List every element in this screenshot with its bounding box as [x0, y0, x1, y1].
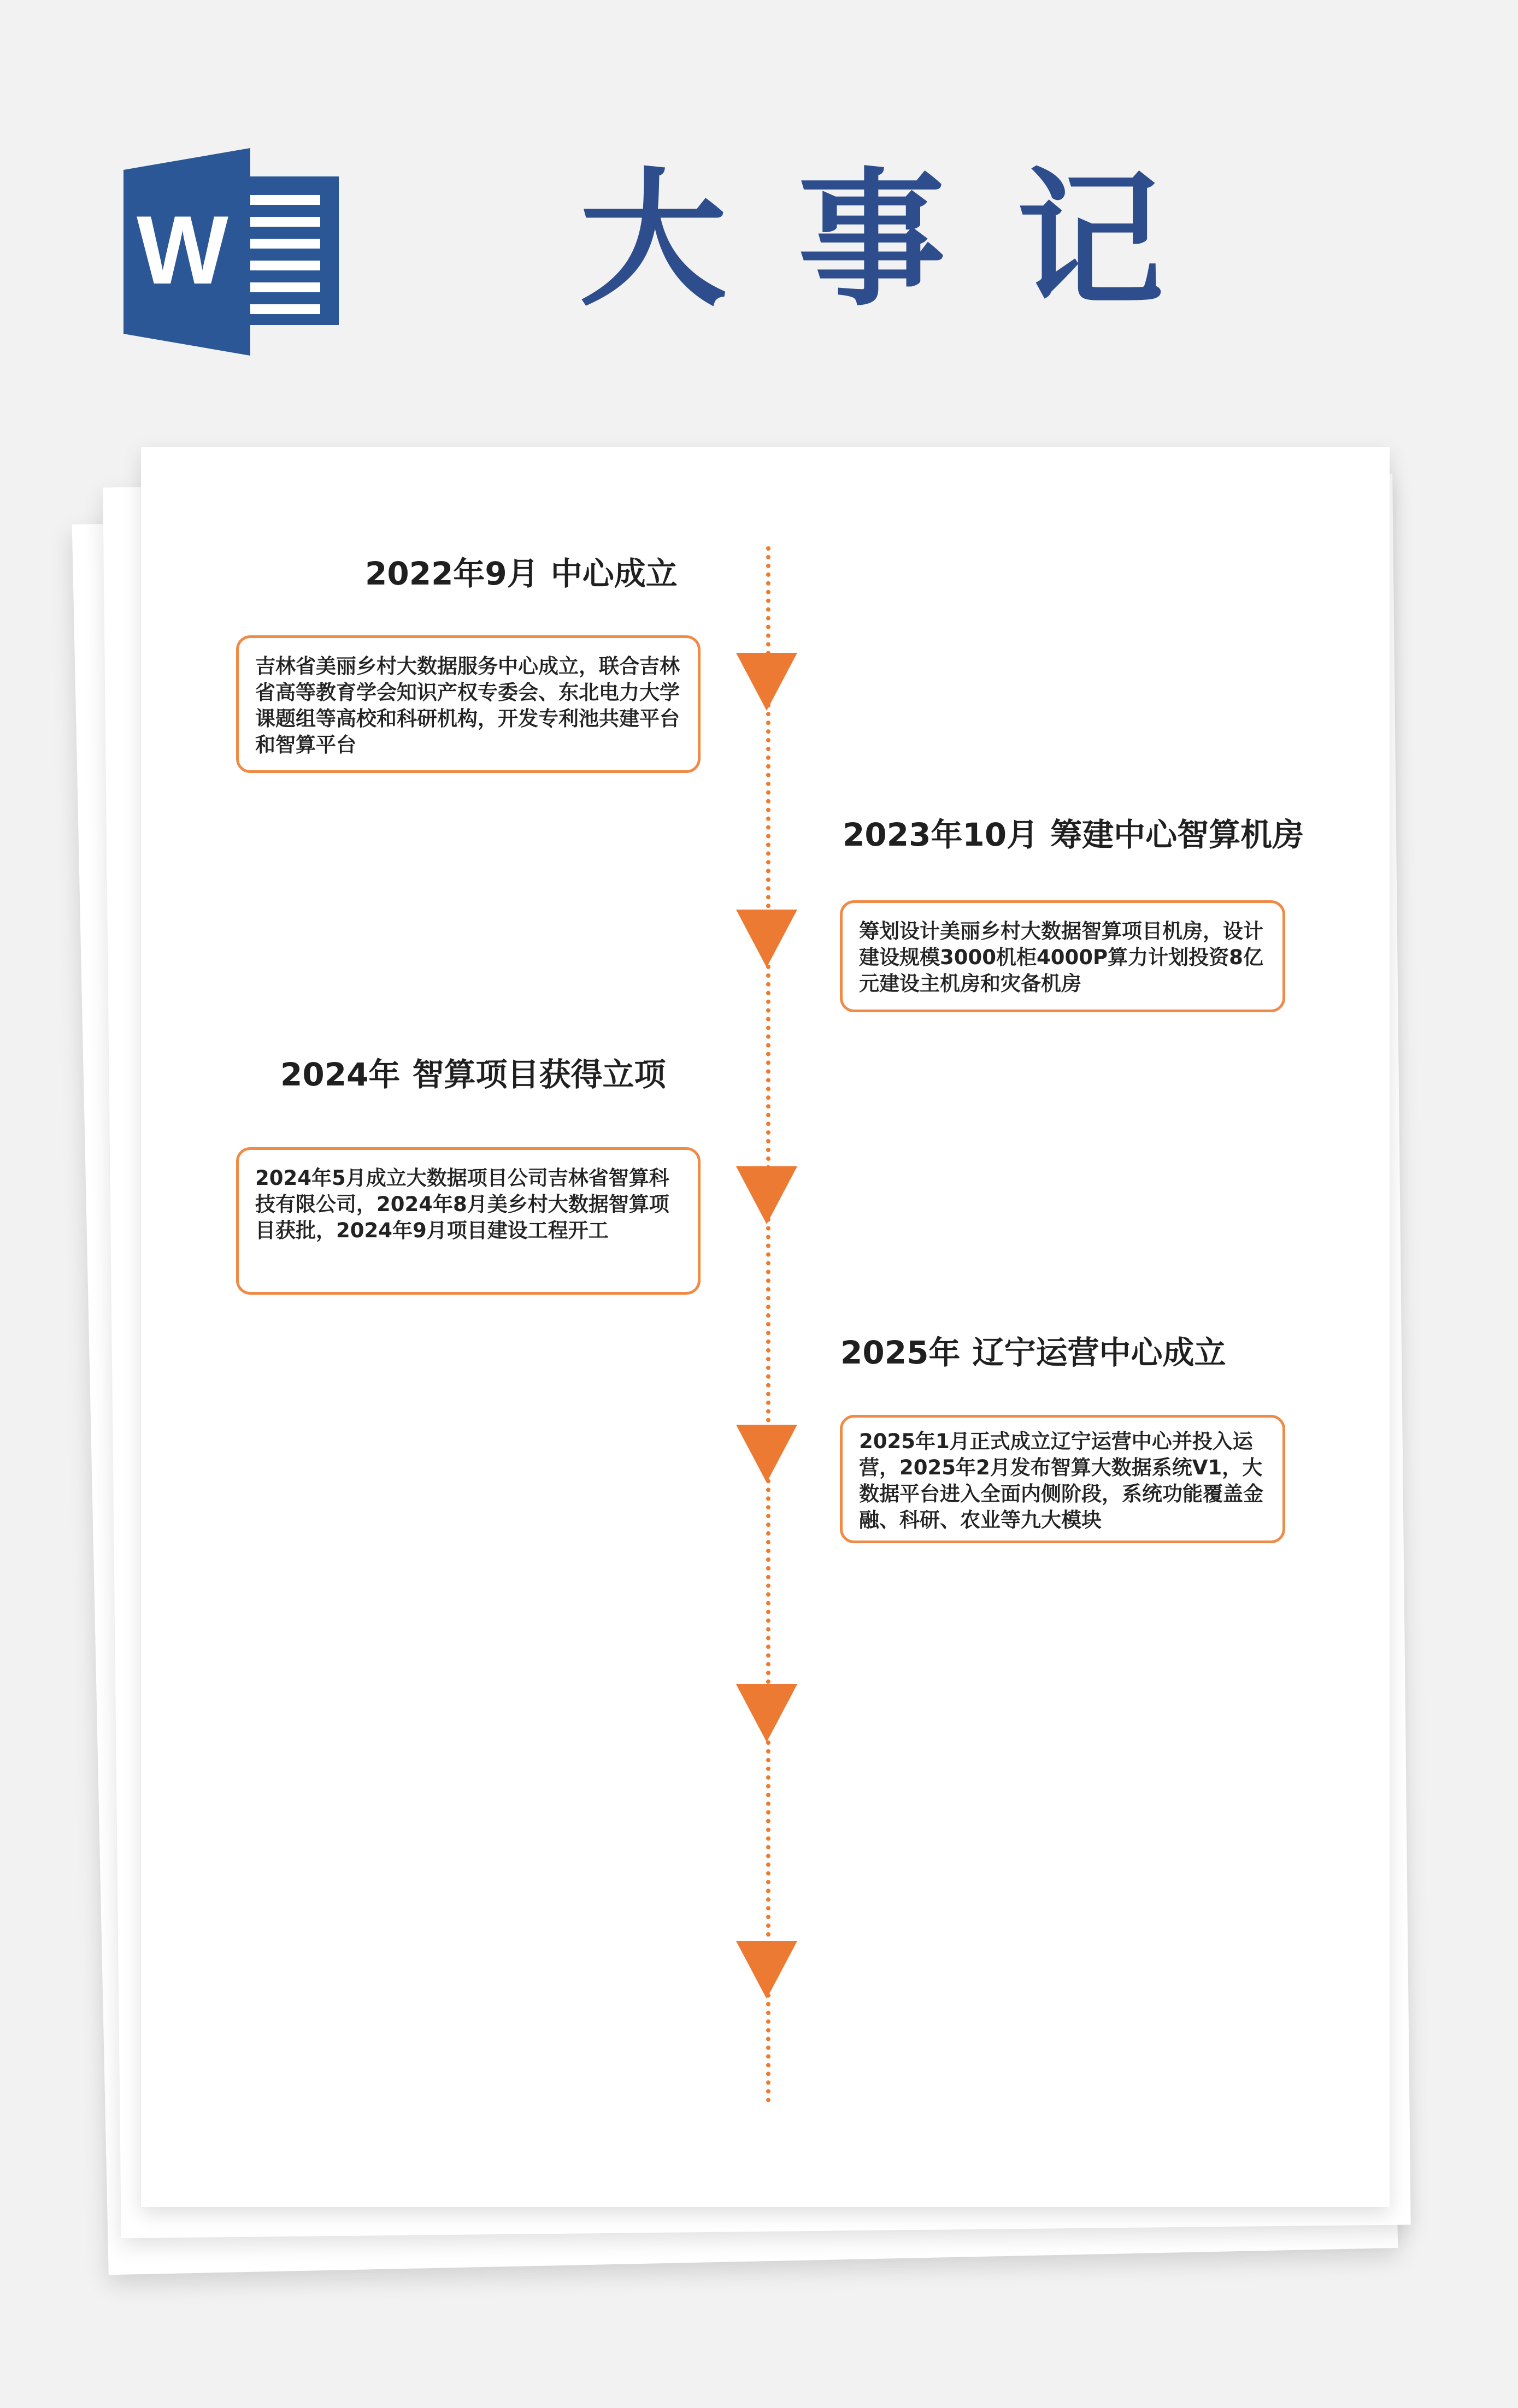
- description-text: 2024年5月成立大数据项目公司吉林省智算科技有限公司，2024年8月美乡村大数据智算项目获批，2024年9月项目建设工程开工: [255, 1166, 669, 1242]
- entry-event: 辽宁运营中心成立: [972, 1334, 1226, 1371]
- entry-date: 2022年9月: [365, 555, 539, 592]
- timeline-entry-description: [840, 1415, 1285, 1543]
- page-title: 大事记: [579, 154, 1235, 326]
- timeline-marker-arrow-icon: [736, 1684, 797, 1742]
- word-logo-icon: [123, 148, 340, 356]
- description-text: 吉林省美丽乡村大数据服务中心成立，联合吉林省高等教育学会知识产权专委会、东北电力大学课题组等高校和科研机构，开发专利池共建平台和智算平台: [255, 654, 680, 757]
- timeline-marker-arrow-icon: [736, 1425, 797, 1483]
- timeline-entry-title: [843, 813, 1304, 857]
- entry-event: 智算项目获得立项: [412, 1056, 666, 1093]
- description-text: 2025年1月正式成立辽宁运营中心并投入运营，2025年2月发布智算大数据系统V1，大数据平台进入全面内侧阶段，系统功能覆盖金融、科研、农业等九大模块: [859, 1430, 1263, 1532]
- word-logo-letter: W: [136, 196, 229, 304]
- timeline-marker-arrow-icon: [736, 1166, 797, 1224]
- timeline-line: [766, 546, 770, 2103]
- timeline-marker-arrow-icon: [736, 1941, 797, 1999]
- entry-event: 中心成立: [550, 555, 678, 592]
- timeline-marker-arrow-icon: [736, 653, 797, 711]
- timeline-entry-title: [840, 1331, 1226, 1374]
- entry-event: 筹建中心智算机房: [1050, 816, 1304, 853]
- timeline-marker-arrow-icon: [736, 910, 797, 967]
- timeline-entry-title: [365, 552, 678, 595]
- entry-date: 2024年: [280, 1056, 401, 1093]
- entry-date: 2023年10月: [843, 816, 1039, 853]
- timeline-entry-title: [280, 1053, 666, 1096]
- timeline-entry-description: [236, 1147, 701, 1295]
- timeline-entry-description: [840, 900, 1285, 1012]
- timeline-entry-description: [236, 635, 701, 773]
- description-text: 筹划设计美丽乡村大数据智算项目机房，设计建设规模3000机柜4000P算力计划投资8亿元建设主机房和灾备机房: [859, 919, 1263, 995]
- entry-date: 2025年: [840, 1334, 961, 1371]
